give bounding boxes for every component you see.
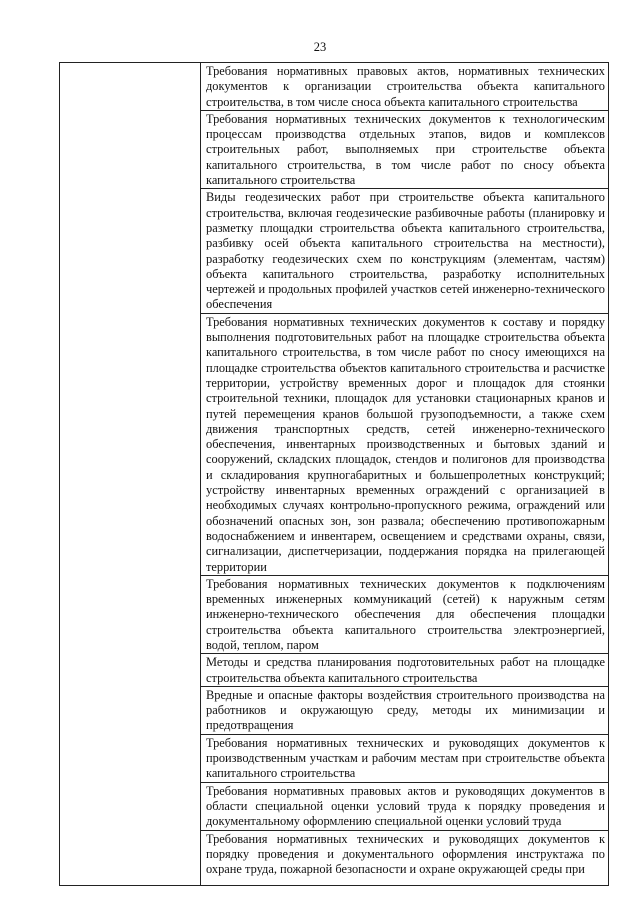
requirement-cell xyxy=(201,313,609,575)
requirement-text: Требования нормативных технических и руководящих документов к порядку проведения и документального оформления инструктажа по охране труда, пожарной безопасности и охране окружающей среды при xyxy=(206,831,605,877)
requirement-text: Требования нормативных правовых актов, нормативных технических документов к организации строительства объекта капитального строительства, в том числе сноса объекта капитального строительства xyxy=(206,64,605,109)
requirement-text: Виды геодезических работ при строительстве объекта капитального строительства, включая геодезические разбивочные работы (планировку и разметку площадки строительства объекта капитального строительства, разбивку осей объекта капитального строительства на местности), разработку геодезических схем по конструкциям (элементам, частям) объекта капитального строительства, разработку исполнительных чертежей и продольных профилей участков сетей инженерно-технического обеспечения xyxy=(206,190,605,312)
table-row xyxy=(60,63,609,111)
requirement-cell xyxy=(201,189,609,313)
requirements-table xyxy=(59,62,609,886)
requirement-text: Требования нормативных технических документов к технологическим процессам производства отдельных этапов, видов и комплексов строительных работ, выполняемых при строительстве объекта капитального строительства, в том числе работ по сносу объекта капитального строительства xyxy=(206,111,605,188)
requirement-cell xyxy=(201,654,609,687)
requirement-text: Требования нормативных технических и руководящих документов к производственным участкам и рабочим местам при строительстве объекта капитального строительства xyxy=(206,735,605,781)
requirement-cell xyxy=(201,575,609,653)
requirement-text: Методы и средства планирования подготовительных работ на площадке строительства объекта капитального строительства xyxy=(206,655,605,685)
requirement-cell xyxy=(201,830,609,885)
requirement-text: Требования нормативных технических документов к составу и порядку выполнения подготовительных работ на площадке строительства объекта капитального строительства, в том числе работ по сносу имеющихся на площадке строительства объектов капитального строительства и расчистке территории, устройству временных дорог и площадок для стоянки строительной техники, площадок для установки стационарных кранов и путей перемещения кранов большой грузоподъемности, а также схем движения транспортных средств, сетей инженерно-технического обеспечения, инвентарных производственных и бытовых зданий и сооружений, складских площадок, стендов и полигонов для производства и складирования крупногабаритных и большепролетных конструкций; устройству инвентарных временных ограждений с организацией в необходимых случаях контрольно-пропускного режима, ограждений или обозначений опасных зон, зон развала; обеспечению противопожарным водоснабжением и инвентарем, освещением и средствами охраны, связи, сигнализации, диспетчеризации, поддержания порядка на прилегающей территории xyxy=(206,314,605,574)
requirement-cell xyxy=(201,110,609,188)
requirement-cell xyxy=(201,63,609,111)
requirement-cell xyxy=(201,686,609,734)
requirement-cell xyxy=(201,782,609,830)
page-number: 23 xyxy=(313,40,327,54)
requirement-text: Вредные и опасные факторы воздействия строительного производства на работников и окружающую среду, методы их минимизации и предотвращения xyxy=(206,687,605,733)
left-column-cell xyxy=(60,63,201,886)
requirement-cell xyxy=(201,734,609,782)
requirement-text: Требования нормативных правовых актов и руководящих документов в области специальной оценки условий труда к порядку проведения и документальному оформлению специальной оценки условий труда xyxy=(206,783,605,829)
requirement-text: Требования нормативных технических документов к подключениям временных инженерных коммуникаций (сетей) к наружным сетям инженерно-технического обеспечения для обеспечения площадки строительства объекта капитального строительства электроэнергией, водой, теплом, паром xyxy=(206,576,605,652)
